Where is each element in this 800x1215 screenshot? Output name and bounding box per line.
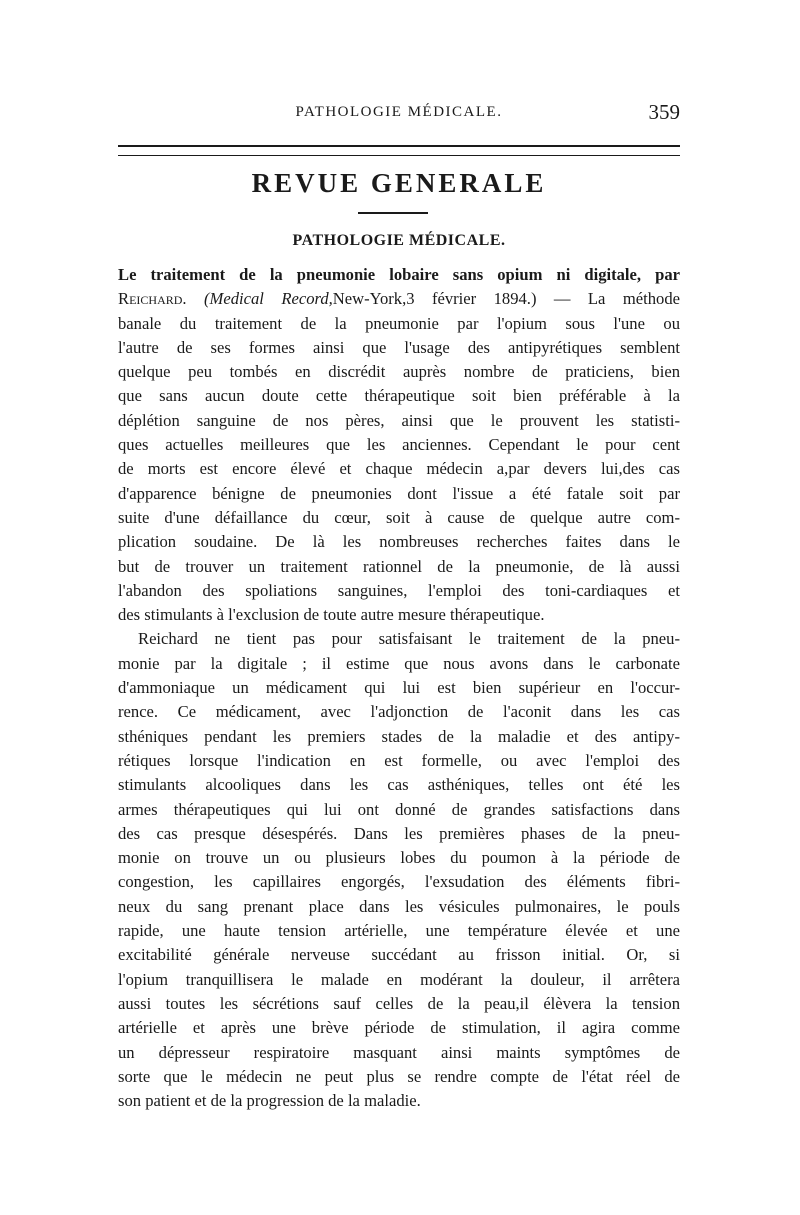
text-line: congestion, les capillaires engorgés, l'exsudation des éléments fibri- xyxy=(118,872,680,892)
text-line: suite d'une défaillance du cœur, soit à cause de quelque autre com- xyxy=(118,507,680,527)
text-line: aussi toutes les sécrétions sauf celles de la peau,il élèvera la tension xyxy=(118,993,680,1013)
text-line: monie on trouve un ou plusieurs lobes du poumon à la période de xyxy=(118,848,680,868)
subheading: PATHOLOGIE MÉDICALE. xyxy=(292,232,506,249)
text-line: quelque peu tombés en discrédit auprès nombre de praticiens, bien xyxy=(118,362,680,382)
text-line: Reichard ne tient pas pour satisfaisant le traitement de la pneu- xyxy=(138,629,680,649)
text-line: artérielle et après une brève période de stimulation, il agira comme xyxy=(118,1018,680,1038)
article-title: Le traitement de la pneumonie lobaire sans opium ni digitale, par xyxy=(118,265,680,284)
article-source: (Medical Record, xyxy=(204,289,333,309)
text-line: plication soudaine. De là les nombreuses recherches faites dans le xyxy=(118,532,680,552)
text-line: des stimulants à l'exclusion de toute autre mesure thérapeutique. xyxy=(118,605,545,625)
text-line: l'autre de ses formes ainsi que l'usage des antipyrétiques semblent xyxy=(118,337,680,357)
article-citation: New-York,3 février 1894.) — La méthode xyxy=(332,289,680,309)
running-head xyxy=(118,100,680,126)
text-line: d'ammoniaque un médicament qui lui est bien supérieur en l'occur- xyxy=(118,678,680,698)
text-line: l'abandon des spoliations sanguines, l'emploi des toni-cardiaques et xyxy=(118,580,680,600)
double-rule-divider xyxy=(118,145,680,156)
text-line: des cas presque désespérés. Dans les premières phases de la pneu- xyxy=(118,823,680,843)
text-line: armes thérapeutiques qui lui ont donné de grandes satisfactions dans xyxy=(118,799,680,819)
text-line: ques actuelles meilleures que les anciennes. Cependant le pour cent xyxy=(118,435,680,455)
article-author: Reichard. xyxy=(118,289,187,309)
text-line: banale du traitement de la pneumonie par l'opium sous l'une ou xyxy=(118,313,680,333)
text-line: d'apparence bénigne de pneumonies dont l'issue a été fatale soit par xyxy=(118,483,680,503)
text-line: excitabilité générale nerveuse succédant au frisson initial. Or, si xyxy=(118,945,680,965)
text-line: déplétion sanguine de nos pères, ainsi que le prouvent les statisti- xyxy=(118,410,680,430)
text-line: sorte que le médecin ne peut plus se rendre compte de l'état réel de xyxy=(118,1066,680,1086)
text-line: son patient et de la progression de la maladie. xyxy=(118,1091,421,1111)
text-line: que sans aucun doute cette thérapeutique soit bien préférable à la xyxy=(118,386,680,406)
text-line: un dépresseur respiratoire masquant ainsi maints symptômes de xyxy=(118,1042,680,1062)
article-citation-line xyxy=(118,287,680,311)
page-number: 359 xyxy=(648,100,680,124)
text-line: but de trouver un traitement rationnel de la pneumonie, de là aussi xyxy=(118,556,680,576)
text-line: stimulants alcooliques dans les cas asthéniques, telles ont été les xyxy=(118,775,680,795)
text-line: rétiques lorsque l'indication en est formelle, ou avec l'emploi des xyxy=(118,750,680,770)
text-line: rapide, une haute tension artérielle, une température élevée et une xyxy=(118,921,680,941)
short-rule-divider xyxy=(358,212,428,214)
text-line: rence. Ce médicament, avec l'adjonction de l'aconit dans les cas xyxy=(118,702,680,722)
text-line: monie par la digitale ; il estime que nous avons dans le carbonate xyxy=(118,653,680,673)
text-line: neux du sang prenant place dans les vésicules pulmonaires, le pouls xyxy=(118,896,680,916)
text-line: l'opium tranquillisera le malade en modérant la douleur, il arrêtera xyxy=(118,969,680,989)
text-line: sthéniques pendant les premiers stades de la maladie et des antipy- xyxy=(118,726,680,746)
text-line: de morts est encore élevé et chaque médecin a,par devers lui,des cas xyxy=(118,459,680,479)
running-title: PATHOLOGIE MÉDICALE. xyxy=(295,104,503,120)
section-heading: REVUE GENERALE xyxy=(251,168,547,198)
article-body xyxy=(118,263,680,1113)
